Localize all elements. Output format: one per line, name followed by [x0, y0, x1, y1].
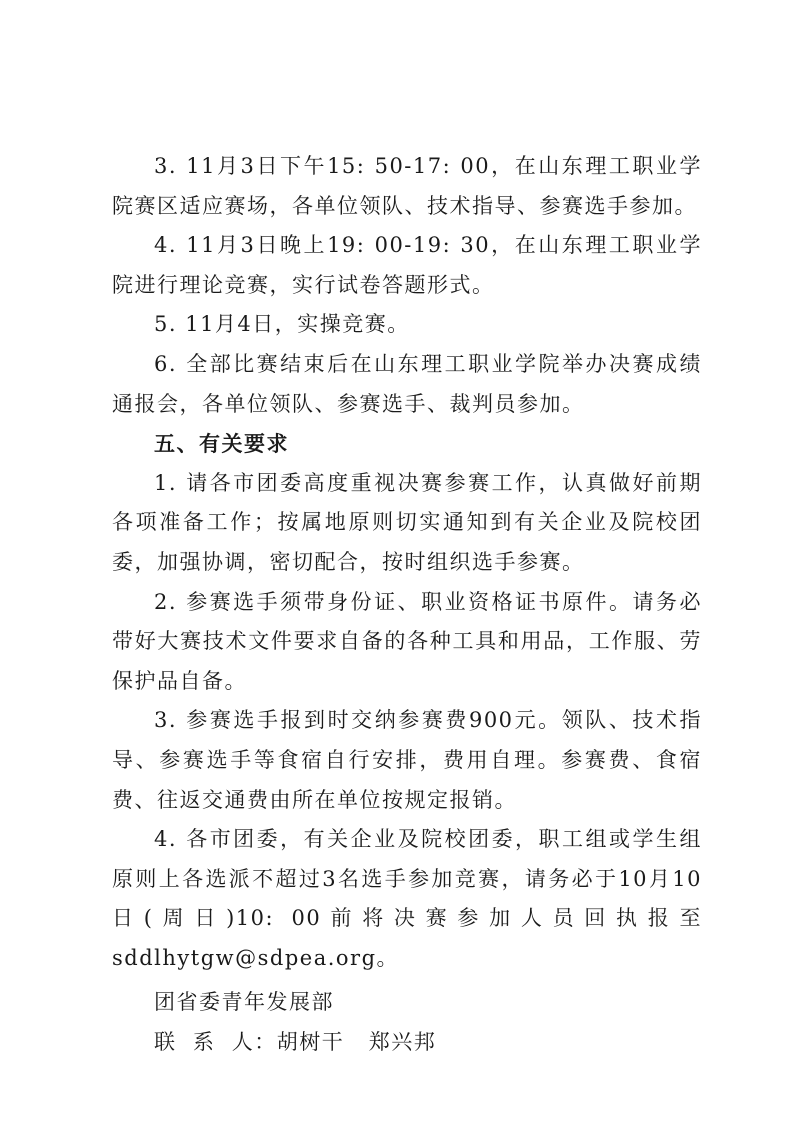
requirement-4: 4. 各市团委，有关企业及院校团委，职工组或学生组原则上各选派不超过3名选手参加竞赛，请务必于10月10日(周日)10: 00前将决赛参加人员回执报至sddlhytgw@sdpea.org。 [112, 827, 702, 970]
signature-block [112, 983, 702, 1062]
department-name: 团省委青年发展部 [154, 990, 334, 1015]
section-heading: 五、有关要求 [154, 431, 289, 457]
schedule-item-4: 4. 11月3日晚上19: 00-19: 30，在山东理工职业学院进行理论竞赛，实行试卷答题形式。 [112, 233, 702, 297]
contact-line: 联 系 人：胡树干 郑兴邦 [154, 1030, 437, 1055]
requirement-1: 1. 请各市团委高度重视决赛参赛工作，认真做好前期各项准备工作；按属地原则切实通知到有关企业及院校团委，加强协调，密切配合，按时组织选手参赛。 [112, 470, 702, 574]
requirement-2: 2. 参赛选手须带身份证、职业资格证书原件。请务必带好大赛技术文件要求自备的各种工具和用品，工作服、劳保护品自备。 [112, 589, 702, 693]
schedule-item-5: 5. 11月4日，实操竞赛。 [154, 312, 410, 337]
schedule-item-3: 3. 11月3日下午15: 50-17: 00，在山东理工职业学院赛区适应赛场，各单位领队、技术指导、参赛选手参加。 [112, 154, 702, 218]
requirement-3: 3. 参赛选手报到时交纳参赛费900元。领队、技术指导、参赛选手等食宿自行安排，费用自理。参赛费、食宿费、往返交通费由所在单位按规定报销。 [112, 708, 702, 812]
schedule-item-6: 6. 全部比赛结束后在山东理工职业学院举办决赛成绩通报会，各单位领队、参赛选手、裁判员参加。 [112, 351, 702, 416]
document-page [112, 147, 702, 1063]
